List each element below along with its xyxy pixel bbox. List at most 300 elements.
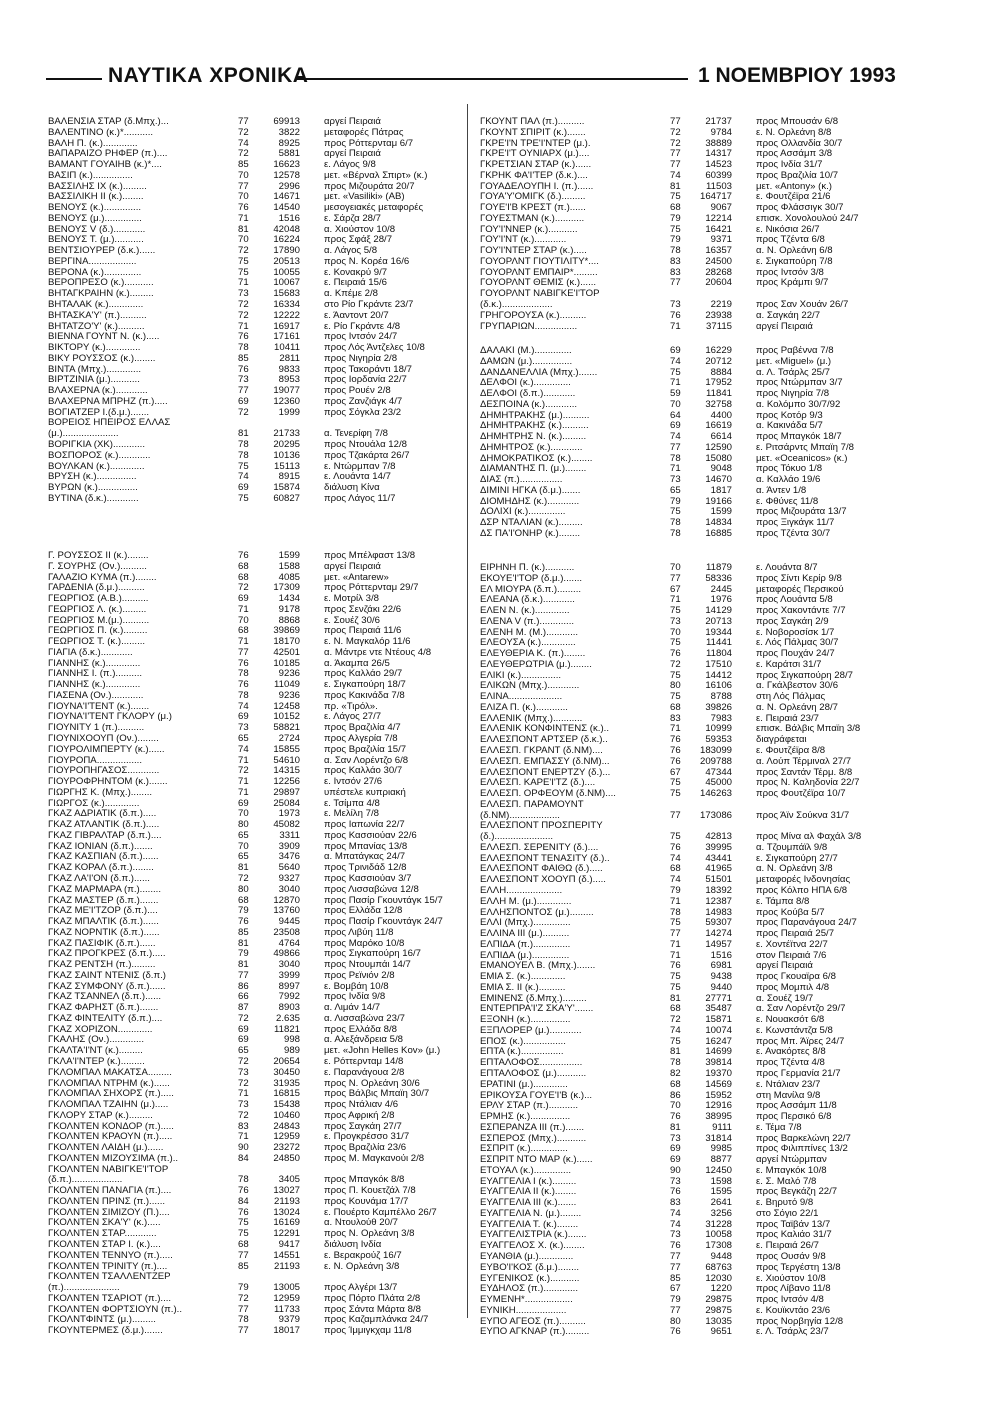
ship-name: ΓΚΑΛΗΣ (Ον.)............. xyxy=(48,1035,144,1046)
position-note: προς Φουτζέϊρα 10/7 xyxy=(756,789,846,800)
ship-name: ΕΥΑΓΓΕΛΙΑ ΙΙΙ (κ.)....... xyxy=(480,1198,577,1209)
build-year: 68 xyxy=(238,561,249,572)
position-note: ε. Ν. Ορλεάνη 3/8 xyxy=(324,1261,400,1272)
position-note: προς Ινδία 9/8 xyxy=(324,992,386,1003)
tonnage: 2.635 xyxy=(275,1013,300,1024)
ship-name: ΓΚΟΛΝΤΕΝ ΣΙΜΙΖΟΥ (Π.).... xyxy=(48,1207,170,1218)
build-year: 69 xyxy=(238,396,249,407)
build-year: 74 xyxy=(238,701,249,712)
build-year: 68 xyxy=(670,702,681,713)
ship-name: ΕΞΟΝΗ (κ.)............... xyxy=(480,1015,571,1026)
build-year: 83 xyxy=(670,267,681,278)
build-year: 71 xyxy=(670,378,681,389)
ship-name: ΕΛΠΙΔΑ (π.).............. xyxy=(480,939,571,950)
build-year: 81 xyxy=(670,181,681,192)
build-year: 72 xyxy=(238,873,249,884)
build-year: 77 xyxy=(670,1262,681,1273)
ship-name: ΕΤΟΥΑΛ (κ.).............. xyxy=(480,1165,572,1176)
build-year: 69 xyxy=(238,798,249,809)
tonnage: 17309 xyxy=(273,583,300,594)
build-year: 79 xyxy=(670,496,681,507)
tonnage: 15113 xyxy=(274,461,300,472)
tonnage: 8997 xyxy=(278,981,300,992)
build-year: 90 xyxy=(238,1143,249,1154)
position-note: μετ. «Βέρναλ Σπιρτ» (κ.) xyxy=(324,170,428,181)
ship-name: ΓΚΑΖ ΜΕ'Ι'ΤΖΟΡ (δ.π.).... xyxy=(48,906,158,917)
tonnage: 8884 xyxy=(710,367,732,378)
tonnage: 17890 xyxy=(273,246,300,257)
tonnage: 8788 xyxy=(710,692,732,703)
position-note: προς Μ. Μαγκανούι 2/8 xyxy=(324,1153,425,1164)
ship-name: ΕΥΓΕΝΙΚΟΣ (κ.)........... xyxy=(480,1273,580,1284)
build-year: 77 xyxy=(670,929,681,940)
tonnage: 21737 xyxy=(705,117,732,127)
tonnage: 10999 xyxy=(705,724,732,735)
build-year: 71 xyxy=(238,321,249,332)
build-year: 81 xyxy=(238,960,249,971)
ship-name: ΕΥΑΓΓΕΛΙΑ Τ. (κ.)........ xyxy=(480,1219,579,1230)
tonnage: 11841 xyxy=(706,389,732,400)
tonnage: 12870 xyxy=(273,895,300,906)
build-year: 69 xyxy=(238,712,249,723)
build-year: 72 xyxy=(238,1056,249,1067)
position-note: προς Λός Άντζελες 10/8 xyxy=(324,343,425,354)
position-note: πρ. «Τιρόλ». xyxy=(324,701,378,712)
build-year: 78 xyxy=(670,518,681,529)
position-note: προς Τρινιδάδ 12/8 xyxy=(324,863,407,874)
tonnage: 19077 xyxy=(273,386,300,397)
position-note: προς Ιαπωνία 22/7 xyxy=(324,820,405,831)
build-year: 69 xyxy=(238,594,249,605)
build-year: 81 xyxy=(238,938,249,949)
ship-name: ΓΚΟΛΝΤΕΝ ΣΤΑΡ Ι. (κ.).... xyxy=(48,1240,161,1250)
ship-name: ΕΞΠΛΟΡΕΡ (μ.)............ xyxy=(480,1025,582,1036)
tonnage: 21733 xyxy=(273,429,300,440)
ship-name: ΓΚΟΛΝΤΕΝ ΚΡΑΟΥΝ (π.)..... xyxy=(48,1132,173,1143)
tonnage: 20295 xyxy=(273,439,300,450)
ship-name: ΓΚΟΛΝΤΕΝ ΤΡΙΝΙΤΥ (π.).... xyxy=(48,1261,168,1272)
ship-name: Γ. ΡΟΥΣΣΟΣ ΙΙ (κ.)........ xyxy=(48,551,149,561)
build-year: 74 xyxy=(670,1219,681,1230)
position-note: α. Κακινάδα 5/7 xyxy=(756,421,823,432)
position-note: ε. Σ. Μαλό 7/8 xyxy=(756,1176,817,1187)
ship-name: ΕΛΛΕΣΠ. ΣΕΡΕΝΙΤΥ (δ.).... xyxy=(480,842,599,853)
build-year: 77 xyxy=(670,149,681,160)
position-note: προς Αλγέρι 13/7 xyxy=(324,1283,398,1294)
position-note: ε. Τέμα 7/8 xyxy=(756,1122,802,1133)
ship-name: ΓΚΑΖ ΠΡΟΓΚΡΕΣ (δ.π.)..... xyxy=(48,949,166,960)
tonnage: 10136 xyxy=(273,450,300,461)
build-year: 81 xyxy=(670,1047,681,1058)
position-note: προς Σαγκάη 2/9 xyxy=(756,616,829,627)
position-note: προς Πειραιά 25/7 xyxy=(756,929,835,940)
build-year: 75 xyxy=(670,670,681,681)
tonnage: 19166 xyxy=(705,496,732,507)
position-note: προς Γερμανία 21/7 xyxy=(756,1068,841,1079)
position-note: ε. Πειραιά 26/7 xyxy=(756,1241,819,1252)
build-year: 87 xyxy=(238,1003,249,1014)
ship-name: ΓΚΑΖ ΛΑ'Ι'ΟΝ (δ.π.)...... xyxy=(48,873,150,884)
ship-name: ΓΚΟΛΝΤΕΝ ΦΟΡΤΣΙΟΥΝ (π.).. xyxy=(48,1304,182,1315)
tonnage: 60827 xyxy=(273,493,300,504)
ship-name: ΕΣΠΕΡΑΝΖΑ ΙΙΙ (π.)....... xyxy=(480,1122,585,1133)
tonnage: 3040 xyxy=(278,884,300,895)
position-note: προς Ολλανδία 30/7 xyxy=(756,138,843,149)
ship-name: (δ.ΝΜ)................... xyxy=(480,810,560,821)
tonnage: 10411 xyxy=(274,343,300,354)
position-note: ε. Νουακσότ 6/8 xyxy=(756,1015,825,1026)
build-year: 74 xyxy=(238,138,249,149)
position-note: προς Τζέντα 6/8 xyxy=(756,235,825,246)
build-year: 78 xyxy=(238,669,249,680)
ship-name: ΕΛΛΙΝΑ ΙΙΙ (μ.).......... xyxy=(480,929,570,940)
tonnage: 19344 xyxy=(705,627,732,638)
position-note: προς Τεργέστη 13/8 xyxy=(756,1262,841,1273)
position-note: ε. Ρόττερνταμ 14/8 xyxy=(324,1056,404,1067)
build-year: 85 xyxy=(238,1261,249,1272)
ship-name: ΕΥΔΗΛΟΣ (π.)............. xyxy=(480,1284,579,1295)
position-note: προς Κούβα 5/7 xyxy=(756,907,825,918)
build-year: 78 xyxy=(238,1175,249,1186)
tonnage: 14523 xyxy=(705,160,732,171)
build-year: 75 xyxy=(238,1229,249,1240)
position-note: ε. Πειραιά 15/6 xyxy=(324,278,387,289)
build-year: 86 xyxy=(670,1090,681,1101)
tonnage: 11804 xyxy=(706,649,732,660)
tonnage: 9438 xyxy=(710,972,732,983)
position-note: προς Καλιάο 31/7 xyxy=(756,1230,832,1241)
ship-name: ΒΕΝΟΥΣ Τ. (μ.)........... xyxy=(48,235,144,246)
ship-name: ΓΚΛΟΜΠΑΛ ΤΖΑΙΗΝ (μ.)..... xyxy=(48,1100,169,1111)
position-note: προς Σαν Χουάν 26/7 xyxy=(756,300,849,311)
tonnage: 60399 xyxy=(705,170,732,181)
ship-name: ΕΣΠΡΙΤ (κ.).............. xyxy=(480,1144,568,1155)
build-year: 71 xyxy=(670,724,681,735)
build-year: 78 xyxy=(670,453,681,464)
ship-name: ΓΚΑΖ ΑΤΛΑΝΤΙΚ (δ.π.)..... xyxy=(48,820,160,831)
ship-name: ΓΙΑΝΝΗΣ Ι. (π.).......... xyxy=(48,669,143,680)
build-year: 69 xyxy=(670,1155,681,1166)
build-year: 80 xyxy=(670,1316,681,1327)
ship-name: ΕΜΑΝΟΥΕΛ Β. (Μπχ.)....... xyxy=(480,961,596,972)
tonnage: 9371 xyxy=(710,235,732,246)
position-note: προς Βραζιλία 23/6 xyxy=(324,1143,407,1154)
build-year: 65 xyxy=(238,852,249,863)
build-year: 69 xyxy=(670,1144,681,1155)
tonnage: 16247 xyxy=(705,1036,732,1047)
tonnage: 24850 xyxy=(273,1153,300,1164)
build-year: 76 xyxy=(670,1327,681,1338)
tonnage: 14671 xyxy=(273,192,300,203)
tonnage: 23272 xyxy=(273,1143,300,1154)
header-rule-left xyxy=(46,78,102,80)
position-note: προς Τζακάρτα 26/7 xyxy=(324,450,410,461)
ship-name: ΕΠΤΑΛΟΦΟΣ................ xyxy=(480,1058,583,1069)
tonnage: 9067 xyxy=(710,203,732,214)
tonnage: 14670 xyxy=(705,475,732,486)
position-note: προς Ρόττερνταμ 29/7 xyxy=(324,583,419,594)
position-note: προς Πουχάν 24/7 xyxy=(756,649,835,660)
tonnage: 8953 xyxy=(278,375,300,386)
ship-name: ΓΚΑΖ ΣΥΜΦΟΝΥ (δ.π.)...... xyxy=(48,981,166,992)
position-note: υπέστελε κυπριακή xyxy=(324,787,406,798)
ship-name: ΒΗΤΑΣΚΑ'Υ' (π.).......... xyxy=(48,310,147,321)
tonnage: 8903 xyxy=(278,1003,300,1014)
ship-name: Γ. ΣΟΥΡΗΣ (Ον.).......... xyxy=(48,561,147,572)
build-year: 73 xyxy=(670,616,681,627)
position-note: ε. Φουτζέϊρα 21/6 xyxy=(756,192,831,203)
position-note: μετ. «Miguel» (μ.) xyxy=(756,356,832,367)
position-note: ε. Χοντέϊτνα 22/7 xyxy=(756,939,828,950)
position-note: προς Ελλάδα 12/8 xyxy=(324,906,403,917)
build-year: 68 xyxy=(238,626,249,637)
build-year: 75 xyxy=(670,789,681,800)
build-year: 77 xyxy=(670,810,681,821)
build-year: 70 xyxy=(238,170,249,181)
ship-name: ΔΙΜΙΝΙ ΗΓΚΑ (δ.μ.)....... xyxy=(480,485,581,496)
ship-name: ΓΚΑΖ ΠΑΣΙΦΙΚ (δ.π.)...... xyxy=(48,938,156,949)
position-note: προς Πόρτο Πλάτα 2/8 xyxy=(324,1293,421,1304)
position-note: ε. Τσίμπα 4/8 xyxy=(324,798,380,809)
tonnage: 10055 xyxy=(273,267,300,278)
position-note: προς Ιντσόν 4/8 xyxy=(756,1295,824,1306)
ship-name: ΕΜΙΝΕΝΣ (δ.Μπχ.)......... xyxy=(480,993,587,1004)
tonnage: 16169 xyxy=(273,1218,300,1229)
build-year: 72 xyxy=(670,127,681,138)
position-note: α. Ντουλούθ 20/7 xyxy=(324,1218,398,1229)
tonnage: 15683 xyxy=(273,289,300,300)
build-year: 72 xyxy=(238,246,249,257)
build-year: 65 xyxy=(238,830,249,841)
ship-name: ΕΛΛΕΣΠ. ΓΚΡΑΝΤ (δ.ΝΜ).... xyxy=(480,746,603,757)
tonnage: 24843 xyxy=(273,1121,300,1132)
tonnage: 59353 xyxy=(705,735,732,746)
ship-name: ΒΑΠΑΡΑΙΖΟ ΡΗΦΕΡ (π.).... xyxy=(48,149,168,160)
ship-name: ΓΙΑΓΙΑ (δ.κ.)............ xyxy=(48,647,133,658)
build-year: 76 xyxy=(670,1187,681,1198)
position-note: α. Μπατάγκας 24/7 xyxy=(324,852,406,863)
position-note: ε. Ντώρμπαν 7/8 xyxy=(324,461,396,472)
position-note: προς Σενζάκι 22/6 xyxy=(324,604,402,615)
position-note: προς Πασίρ Γκουντάγκ 24/7 xyxy=(324,917,443,928)
ship-name: ΓΚΑΖ ΣΑΙΝΤ ΝΤΕΝΙΣ (δ.π.) xyxy=(48,970,166,981)
tonnage: 14540 xyxy=(273,203,300,214)
build-year: 80 xyxy=(238,820,249,831)
tonnage: 1999 xyxy=(278,407,300,418)
build-year: 83 xyxy=(670,1198,681,1209)
build-year: 83 xyxy=(238,1121,249,1132)
tonnage: 20713 xyxy=(705,616,732,627)
tonnage: 16619 xyxy=(705,421,732,432)
position-note: διάλυση Κίνα xyxy=(324,483,380,494)
build-year: 73 xyxy=(670,475,681,486)
tonnage: 10152 xyxy=(273,712,300,723)
ship-name: ΕΛΕΥΘΕΡΙΑ Κ. (π.)........ xyxy=(480,649,586,660)
build-year: 73 xyxy=(670,1133,681,1144)
build-year: 76 xyxy=(238,658,249,669)
build-year: 78 xyxy=(670,907,681,918)
tonnage: 11503 xyxy=(706,181,732,192)
ship-name: ΕΛΠΙΔΑ (μ.).............. xyxy=(480,950,570,961)
build-year: 77 xyxy=(670,1305,681,1316)
build-year: 90 xyxy=(670,1165,681,1176)
tonnage: 38995 xyxy=(705,1112,732,1123)
tonnage: 58821 xyxy=(273,723,300,734)
publication-title: ΝΑΥΤΙΚΑ ΧΡΟΝΙΚΑ xyxy=(108,64,309,87)
tonnage: 49866 xyxy=(273,949,300,960)
position-note: α. Γκάλβεστον 30/6 xyxy=(756,681,839,692)
ship-name: ΕΛΛΕΣΠΟΝΤ ΧΟΟΥΠ (δ.)..... xyxy=(480,875,606,886)
build-year: 76 xyxy=(238,917,249,928)
tonnage: 13027 xyxy=(273,1186,300,1197)
ship-name: ΓΚΑΖ ΓΙΒΡΑΛΤΑΡ (δ.π.).... xyxy=(48,830,162,841)
tonnage: 15438 xyxy=(273,1100,300,1111)
build-year: 74 xyxy=(238,472,249,483)
tonnage: 9445 xyxy=(278,917,300,928)
ship-name: ΔΗΜΗΤΡΑΚΗΣ (μ.).......... xyxy=(480,410,590,421)
build-year: 83 xyxy=(670,713,681,724)
ship-name: ΓΟΥΟΡΛΝΤ ΝΑΒΙΓΚΕ'Ι'ΤΟΡ xyxy=(480,289,600,300)
position-note: ε. Χιούστον 10/8 xyxy=(756,1273,826,1284)
tonnage: 20604 xyxy=(705,278,732,289)
position-note: προς Λίβανο 11/8 xyxy=(756,1284,831,1295)
position-note: μετ. «Vasiliki» (ΑΒ) xyxy=(324,192,405,203)
build-year: 71 xyxy=(238,755,249,766)
build-year: 73 xyxy=(670,300,681,311)
position-note: προς Λισσαβώνα 12/8 xyxy=(324,884,419,895)
build-year: 71 xyxy=(670,939,681,950)
tonnage: 9236 xyxy=(278,690,300,701)
tonnage: 1976 xyxy=(710,595,732,606)
position-note: α. Τζουμπάϊλ 9/8 xyxy=(756,842,828,853)
ship-name: ΕΛΛΕΣΠ. ΠΑΡΑΜΟΥΝΤ xyxy=(480,799,584,810)
ship-name: ΕΛΛΕΣΠΟΝΤ ΠΡΟΣΠΕΡΙΤΥ xyxy=(480,821,603,832)
build-year: 75 xyxy=(670,192,681,203)
tonnage: 21193 xyxy=(274,1261,300,1272)
build-year: 74 xyxy=(238,744,249,755)
position-note: α. Καλλάο 19/6 xyxy=(756,475,821,486)
build-year: 66 xyxy=(238,992,249,1003)
position-note: α. Λούπ Τέρμιναλ 27/7 xyxy=(756,756,852,767)
ship-name: (π.)..................... xyxy=(48,1283,120,1294)
position-note: α. Μάντρε ντε Ντέους 4/8 xyxy=(324,647,432,658)
position-note: προς Κακινάδα 7/8 xyxy=(324,690,405,701)
build-year: 85 xyxy=(238,927,249,938)
build-year: 78 xyxy=(670,1058,681,1069)
position-note: προς Πειραιά 11/6 xyxy=(324,626,402,637)
position-note: προς Μπαγκόκ 8/8 xyxy=(324,1175,405,1186)
build-year: 77 xyxy=(238,386,249,397)
position-note: ε. Σιγκαπούρη 7/8 xyxy=(756,256,833,267)
tonnage: 8877 xyxy=(710,1155,732,1166)
build-year: 82 xyxy=(670,1068,681,1079)
ship-name: ΕΛΛΕΣΠΟΝΤ ΑΡΤΣΕΡ (δ.κ.).. xyxy=(480,735,608,746)
ship-name: ΕΥΜΕΝΗ*.................. xyxy=(480,1295,573,1306)
build-year: 72 xyxy=(238,310,249,321)
position-note: προς Ιντσόν 3/8 xyxy=(756,267,824,278)
ship-name: ΔΙΑΜΑΝΤΗΣ Π. (μ.)........ xyxy=(480,464,587,475)
tonnage: 25084 xyxy=(273,798,300,809)
position-note: α. Σαν Λορέντζο 29/7 xyxy=(756,1004,846,1015)
ship-name: ΓΚΟΥΝΤ ΣΠΙΡΙΤ (κ.)....... xyxy=(480,127,586,138)
tonnage: 14412 xyxy=(705,670,732,681)
build-year: 71 xyxy=(670,896,681,907)
ship-name: ΓΑΛΑΖΙΟ ΚΥΜΑ (π.)........ xyxy=(48,572,157,583)
build-year: 78 xyxy=(670,246,681,257)
ship-name: ΒΟΥΛΚΑΝ (κ.)............. xyxy=(48,461,145,472)
position-note: α. Άντεν 1/8 xyxy=(756,485,807,496)
ship-name: ΒΑΛΕΝΣΙΑ ΣΤΑΡ (δ.Μπχ.)... xyxy=(48,117,169,127)
position-note: α. Αλεξάνδρεια 5/8 xyxy=(324,1035,403,1046)
ship-name: ΒΥΤΙΝΑ (δ.κ.)............ xyxy=(48,493,139,504)
position-note: προς Αλγερία 7/8 xyxy=(324,734,398,745)
ship-name: ΓΚΛΟΡΥ ΣΤΑΡ (κ.)......... xyxy=(48,1110,153,1121)
build-year: 75 xyxy=(670,972,681,983)
build-year: 80 xyxy=(238,884,249,895)
tonnage: 12450 xyxy=(705,1165,732,1176)
tonnage: 12030 xyxy=(705,1273,732,1284)
tonnage: 8915 xyxy=(278,472,300,483)
tonnage: 32758 xyxy=(705,399,732,410)
position-note: προς Μπουσάν 6/8 xyxy=(756,117,839,127)
build-year: 71 xyxy=(670,464,681,475)
position-note: α. Κπέμε 2/8 xyxy=(324,289,378,300)
position-note: προς Βάλβις Μπαϊη 30/7 xyxy=(324,1089,430,1100)
ship-name: ΒΕΝΟΥΣ (μ.).............. xyxy=(48,213,142,224)
ship-name: ΕΛΙΚΩΝ (Μπχ.)............ xyxy=(480,681,580,692)
tonnage: 12387 xyxy=(705,896,732,907)
build-year: 86 xyxy=(238,981,249,992)
tonnage: 29875 xyxy=(705,1305,732,1316)
build-year: 71 xyxy=(238,213,249,224)
position-note: προς Ουσάν 9/8 xyxy=(756,1252,826,1262)
tonnage: 28268 xyxy=(705,267,732,278)
position-note: προς Ιντσόν 24/7 xyxy=(324,332,398,343)
position-note: προς Τζέντα 4/8 xyxy=(756,1058,825,1069)
ship-name: ΓΚΟΛΝΤΕΝ ΠΑΝΑΓΙΑ (π.).... xyxy=(48,1186,172,1197)
tonnage: 9327 xyxy=(278,873,300,884)
ship-name: ΒΗΤΑΛΑΚ (κ.)............. xyxy=(48,300,144,311)
ship-name: ΕΛΙΝΑ.................... xyxy=(480,692,563,703)
ship-name: ΓΚΡΕ'Ι'Τ ΟΥΝΙΑΡΧ (μ.).... xyxy=(480,149,590,160)
position-note: ε. Ιντσόν 27/6 xyxy=(324,777,383,788)
position-note: ε. Ν. Ορλεάνη 8/8 xyxy=(756,127,832,138)
tonnage: 18017 xyxy=(273,1326,300,1337)
tonnage: 14317 xyxy=(705,149,732,160)
tonnage: 35487 xyxy=(705,1004,732,1015)
position-note: προς Τακοράντι 18/7 xyxy=(324,364,412,375)
build-year: 65 xyxy=(670,485,681,496)
build-year: 76 xyxy=(238,203,249,214)
position-note: ε. Μοτρίλ 3/8 xyxy=(324,594,379,605)
build-year: 77 xyxy=(238,1250,249,1261)
position-note: προς Ασσάμπ 11/8 xyxy=(756,1101,837,1112)
tonnage: 12214 xyxy=(705,213,732,224)
tonnage: 1817 xyxy=(710,485,732,496)
tonnage: 31228 xyxy=(705,1219,732,1230)
build-year: 77 xyxy=(670,278,681,289)
build-year: 77 xyxy=(238,970,249,981)
ship-name: ΔΙΟΜΗΔΗΣ (κ.)............ xyxy=(480,496,580,507)
position-note: ε. Πουέρτο Καμπέλλο 26/7 xyxy=(324,1207,437,1218)
ship-name: ΓΟΥΑ'Υ'ΟΜΙΓΚ (δ.)......... xyxy=(480,192,586,203)
ship-name: ΕΡΛΥ ΣΤΑΡ (π.)........... xyxy=(480,1101,579,1112)
tonnage: 31935 xyxy=(273,1078,300,1089)
ship-name: ΓΙΟΥΝΑ'Ι'ΤΕΝΤ ΓΚΛΟΡΥ (μ.) xyxy=(48,712,172,723)
tonnage: 16334 xyxy=(273,300,300,311)
tonnage: 51501 xyxy=(705,875,732,886)
ship-name: ΒΑΜΑΝΤ ΓΟΥΑΙΗΒ (κ.)*.... xyxy=(48,160,162,171)
